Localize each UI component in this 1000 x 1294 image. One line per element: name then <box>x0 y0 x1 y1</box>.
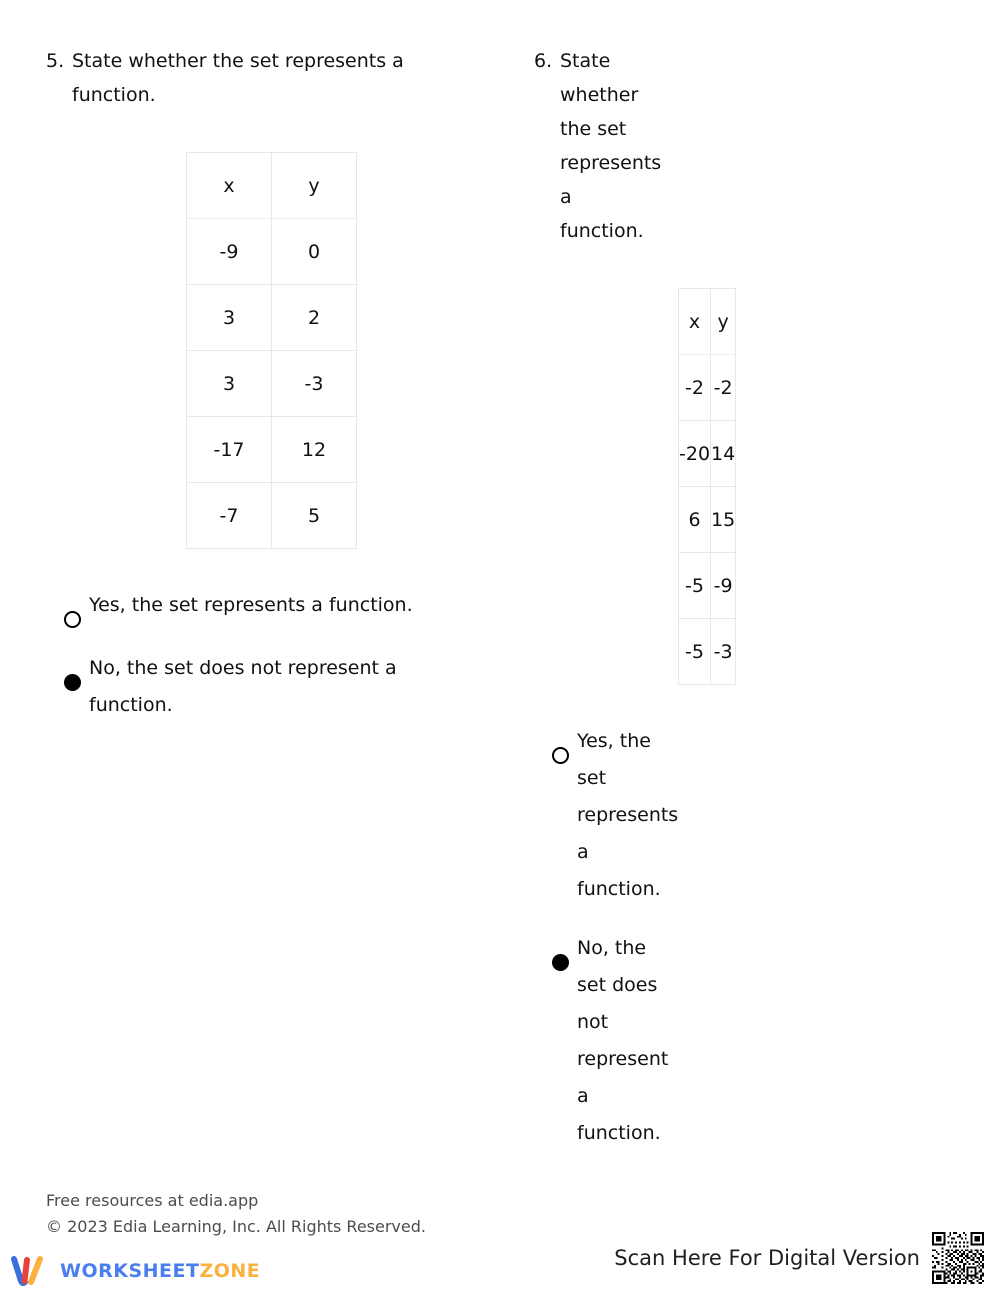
table-header-row <box>679 289 736 355</box>
table-header-x: x <box>187 153 272 219</box>
table-cell-y: 14 <box>711 421 736 487</box>
footer-resources-line: Free resources at edia.app <box>46 1191 259 1210</box>
logo-word-worksheet: WORKSHEET <box>60 1260 200 1282</box>
radio-button-icon[interactable] <box>552 747 569 764</box>
table-row <box>679 487 736 553</box>
table-cell-x: -5 <box>679 553 711 619</box>
table-cell-y: -3 <box>272 351 357 417</box>
table-cell-y: 2 <box>272 285 357 351</box>
table-header-y: y <box>711 289 736 355</box>
table-row <box>679 421 736 487</box>
worksheet-zone-w-mark-icon <box>10 1256 52 1286</box>
qr-code-icon[interactable] <box>930 1230 986 1286</box>
answer-option-label: No, the set does not represent a function. <box>577 937 669 1144</box>
table-cell-x: -17 <box>187 417 272 483</box>
table-cell-x: 3 <box>187 351 272 417</box>
table-cell-x: 3 <box>187 285 272 351</box>
footer-copyright-line: © 2023 Edia Learning, Inc. All Rights Reserved. <box>46 1217 426 1236</box>
table-row <box>679 619 736 685</box>
table-row <box>679 553 736 619</box>
radio-button-selected-icon[interactable] <box>552 954 569 971</box>
table-header-y: y <box>272 153 357 219</box>
question-number: 6. <box>534 50 553 72</box>
table-cell-x: -2 <box>679 355 711 421</box>
logo-word-zone: ZONE <box>199 1260 261 1282</box>
table-row <box>679 355 736 421</box>
footer-text <box>46 1188 426 1240</box>
worksheet-zone-logo[interactable] <box>10 1256 260 1286</box>
question-number: 5. <box>46 50 65 72</box>
table-cell-y: 12 <box>272 417 357 483</box>
table-cell-x: -7 <box>187 483 272 549</box>
table-cell-y: -2 <box>711 355 736 421</box>
question-prompt: State whether the set represents a function. <box>560 50 662 242</box>
question-block-6 <box>0 44 736 1174</box>
data-table <box>678 288 736 685</box>
table-cell-x: -5 <box>679 619 711 685</box>
scan-instruction-text: Scan Here For Digital Version <box>614 1246 920 1270</box>
answer-option-label: No, the set does not represent a function. <box>89 657 397 716</box>
scan-section[interactable] <box>614 1230 986 1286</box>
table-header-x: x <box>679 289 711 355</box>
answer-option-label: Yes, the set represents a function. <box>89 594 413 616</box>
answer-option-label: Yes, the set represents a function. <box>577 730 679 900</box>
table-cell-y: -3 <box>711 619 736 685</box>
table-cell-x: 6 <box>679 487 711 553</box>
table-cell-y: 15 <box>711 487 736 553</box>
table-cell-x: -20 <box>679 421 711 487</box>
table-cell-x: -9 <box>187 219 272 285</box>
logo-text <box>60 1260 260 1282</box>
table-cell-y: 5 <box>272 483 357 549</box>
table-cell-y: 0 <box>272 219 357 285</box>
questions-container <box>0 44 1000 1174</box>
question-prompt: State whether the set represents a function. <box>72 50 404 106</box>
table-cell-y: -9 <box>711 553 736 619</box>
